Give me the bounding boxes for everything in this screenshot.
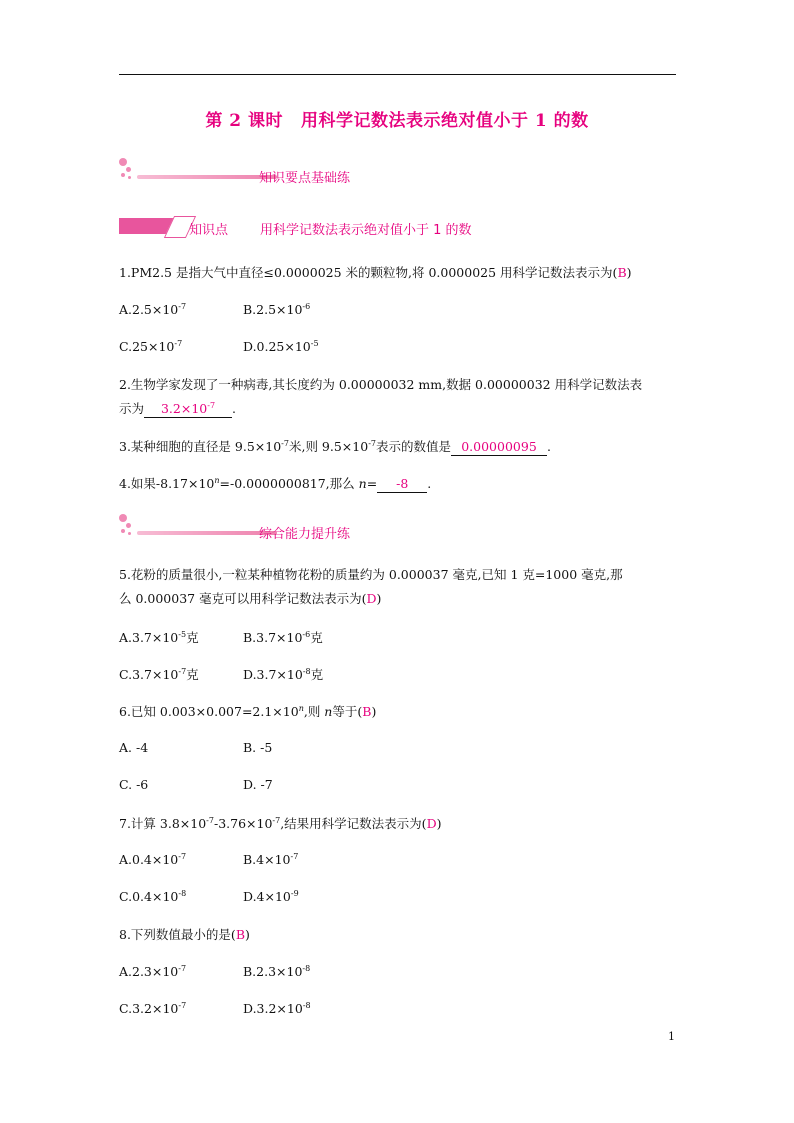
kp-label: 知识点 [189, 223, 229, 238]
option-a: $A.3.7\times 10^{-5}$克 [119, 630, 199, 645]
page-title [0, 106, 794, 131]
option-a: $A.0.4\times 10^{-7}$ [119, 852, 187, 867]
decor-dots-icon [119, 514, 139, 544]
option-b: $B.3.7\times 10^{-6}$克 [243, 630, 323, 645]
option-c: C. -6 [119, 777, 149, 792]
answer-choice: D [426, 816, 437, 831]
option-b: $B.2.3\times 10^{-8}$ [243, 964, 311, 979]
lesson-topic: 用科学记数法表示绝对值小于 1 的数 [301, 111, 589, 131]
question-1 [119, 264, 632, 282]
option-a: A. -4 [119, 740, 149, 755]
answer-blank: 0.00000095 [451, 439, 547, 456]
option-b: $B.2.5\times 10^{-6}$ [243, 302, 311, 317]
option-d: $D.4\times 10^{-9}$ [243, 889, 299, 904]
option-c: $C.3.7\times 10^{-7}$克 [119, 667, 199, 682]
question-text: 5.花粉的质量很小,一粒某种植物花粉的质量约为 0.000037 毫克,已知 1 克=1000 毫克,那 [119, 567, 623, 582]
answer-choice: B [235, 927, 245, 942]
option-c: $C.25\times 10^{-7}$ [119, 339, 183, 354]
question-2-line2: 示为 $3.2\times 10^{-7}$ . [119, 401, 236, 416]
answer-choice: B [362, 704, 372, 719]
page-number: 1 [668, 1030, 675, 1043]
question-5-line2: 么 0.000037 毫克可以用科学记数法表示为(D) [119, 591, 382, 606]
question-3: 3.某种细胞的直径是 $9.5\times 10^{-7}$米,则 $9.5\times 10^{-7}$表示的数值是 0.00000095 . [119, 439, 551, 454]
paren-close: ) [626, 265, 632, 280]
answer-blank: -8 [377, 476, 427, 493]
header-rule [119, 74, 676, 75]
lesson-label: 第 2 课时 [205, 111, 283, 131]
option-b: B. -5 [243, 740, 273, 755]
section-banner-basic [119, 158, 419, 188]
knowledge-point-header [119, 216, 539, 240]
decor-dots-icon [119, 158, 139, 188]
answer-choice: B [617, 265, 627, 280]
option-c: $C.3.2\times 10^{-7}$ [119, 1001, 187, 1016]
option-d: $D.0.25\times 10^{-5}$ [243, 339, 319, 354]
decor-bar [137, 531, 277, 535]
question-text: 2.生物学家发现了一种病毒,其长度约为 0.00000032 mm,数据 0.00000032 用科学记数法表 [119, 377, 643, 392]
option-a: $A.2.5\times 10^{-7}$ [119, 302, 187, 317]
question-5 [119, 566, 623, 584]
section-label: 知识要点基础练 [259, 171, 351, 186]
section-banner-advanced [119, 514, 419, 544]
option-d: D. -7 [243, 777, 273, 792]
question-2 [119, 376, 642, 394]
answer-choice: D [366, 591, 377, 606]
option-d: $D.3.7\times 10^{-8}$克 [243, 667, 324, 682]
option-d: $D.3.2\times 10^{-8}$ [243, 1001, 311, 1016]
option-b: $B.4\times 10^{-7}$ [243, 852, 299, 867]
question-8: 8.下列数值最小的是(B) [119, 927, 250, 942]
question-7: 7.计算 $3.8\times 10^{-7}-3.76\times 10^{-7}$,结果用科学记数法表示为(D) [119, 816, 442, 831]
answer-blank: $3.2\times 10^{-7}$ [144, 401, 232, 418]
section-label: 综合能力提升练 [259, 527, 351, 542]
decor-bar [137, 175, 277, 179]
question-6: 6.已知 $0.003\times 0.007=2.1\times 10^n$,则 n等于(B) [119, 704, 377, 719]
question-text: 1.PM2.5 是指大气中直径≤0.0000025 米的颗粒物,将 0.0000025 用科学记数法表示为( [119, 265, 618, 280]
kp-tab [119, 218, 173, 234]
option-c: $C.0.4\times 10^{-8}$ [119, 889, 187, 904]
kp-topic: 用科学记数法表示绝对值小于 1 的数 [260, 223, 472, 238]
question-4: 4.如果$-8.17\times 10^n=-0.0000000817$,那么 n= -8 . [119, 476, 432, 491]
option-a: $A.2.3\times 10^{-7}$ [119, 964, 187, 979]
